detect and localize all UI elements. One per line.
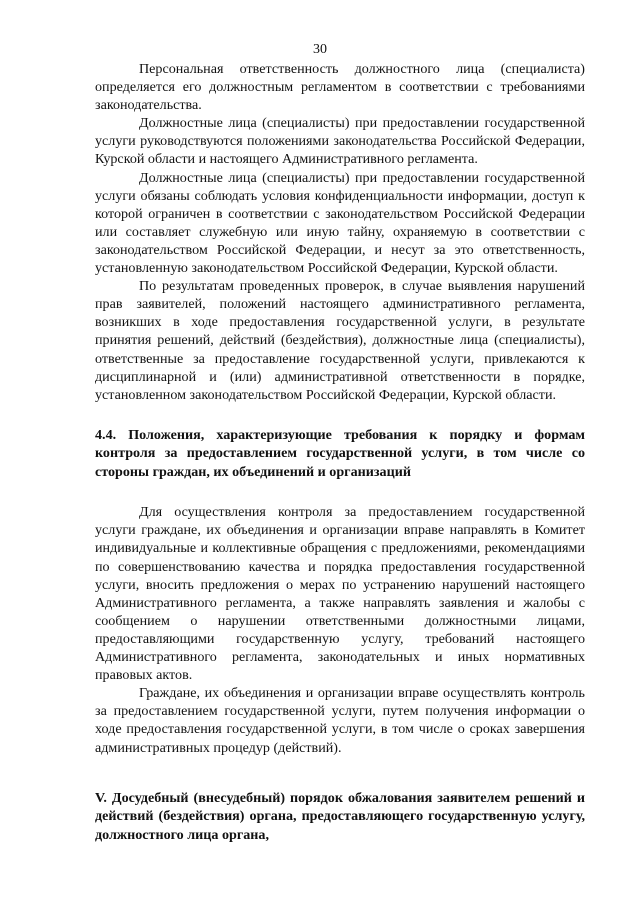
paragraph-citizen-information: Граждане, их объединения и организации вправе осуществлять контроль за предоставлением государственной услуги, путем получения информации о ходе предоставления государственной услуги, в том числе о сроках завершения административных процедур (действий). bbox=[95, 685, 585, 756]
paragraph-inspection-results: По результатам проведенных проверок, в случае выявления нарушений прав заявителей, положений настоящего административного регламента, возникших в ходе предоставления государственной услуги, в результате принятия решений, действий (бездействия), должностные лица (специалисты), ответственные за предоставление государственной услуги, привлекаются к дисциплинарной и (или) административной ответственности в порядке, установленном законодательством Российской Федерации, Курской области. bbox=[95, 278, 585, 403]
page-number: 30 bbox=[313, 42, 327, 57]
paragraph-confidentiality: Должностные лица (специалисты) при предоставлении государственной услуги обязаны соблюдать условия конфиденциальности информации, доступ к которой ограничен в соответствии с законодательством Российской Федерации или составляет служебную или иную тайну, охраняемую в соответствии с законодательством Российской Федерации, и несут за это ответственность, установленную законодательством Российской Федерации, Курской области. bbox=[95, 169, 585, 277]
section-4-4-heading: 4.4. Положения, характеризующие требования к порядку и формам контроля за предоставлением государственной услуги, в том числе со стороны граждан, их объединений и организаций bbox=[95, 426, 585, 480]
paragraph-guidance: Должностные лица (специалисты) при предоставлении государственной услуги руководствуются положениями законодательства Российской Федерации, Курской области и настоящего Административного регламента. bbox=[95, 115, 585, 168]
document-body bbox=[95, 60, 585, 844]
section-5-heading: V. Досудебный (внесудебный) порядок обжалования заявителем решений и действий (бездействия) органа, предоставляющего государственную услугу, должностного лица органа, bbox=[95, 789, 585, 843]
paragraph-responsibility: Персональная ответственность должностного лица (специалиста) определяется его должностным регламентом в соответствии с требованиями законодательства. bbox=[95, 61, 585, 114]
paragraph-citizen-control: Для осуществления контроля за предоставлением государственной услуги граждане, их объединения и организации вправе направлять в Комитет индивидуальные и коллективные обращения с предложениями, рекомендациями по совершенствованию качества и порядка предоставления государственной услуги, вносить предложения о мерах по устранению нарушений настоящего Административного регламента, а также направлять заявления и жалобы с сообщением о нарушении ответственными должностными лицами, предоставляющими государственную услугу, требований настоящего Административного регламента, законодательных и иных нормативных правовых актов. bbox=[95, 504, 585, 684]
